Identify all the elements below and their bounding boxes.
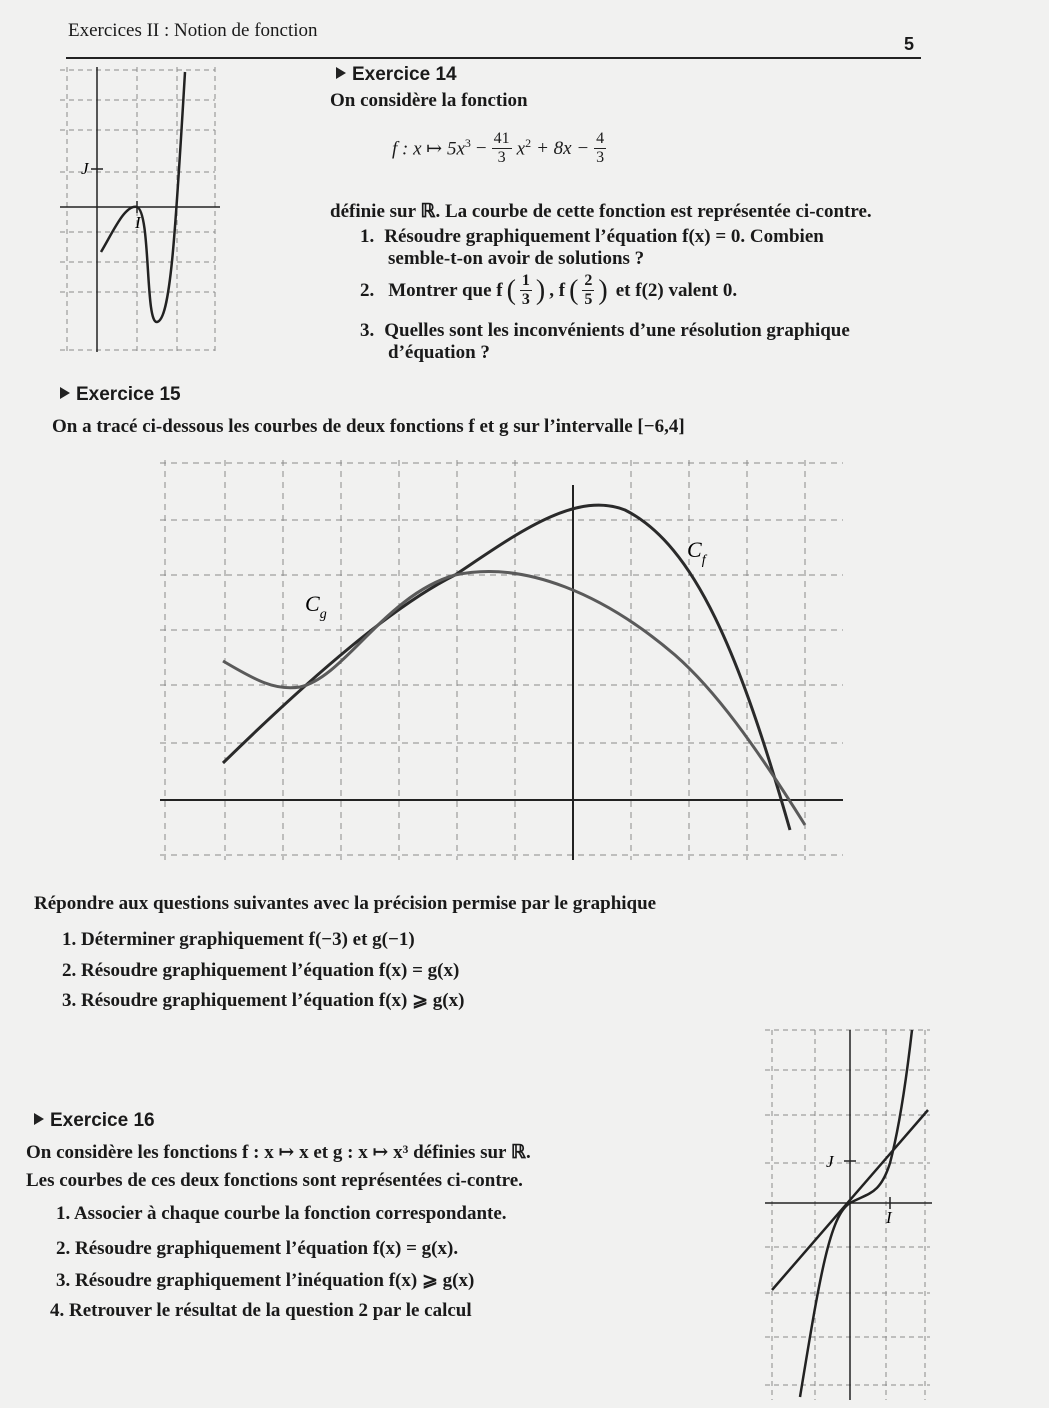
ex14-formula: f : x ↦ $5x^3$ − $\frac{41}{3}$ $x^2$ + 8x − $\frac{4}{3}$ bbox=[392, 130, 605, 166]
ex15-q1: 1. Déterminer graphiquement f(−3) et g(−1) bbox=[62, 929, 415, 950]
page-header-title: Exercices II : Notion de fonction bbox=[68, 20, 318, 41]
curve-cube bbox=[800, 1030, 912, 1397]
ex16-j-label: J bbox=[826, 1152, 834, 1171]
bullet-triangle-icon bbox=[336, 67, 346, 79]
ex16-intro: On considère les fonctions f : x ↦ x et g : x ↦ x³ définies sur ℝ. bbox=[26, 1142, 531, 1163]
ex15-graph bbox=[155, 455, 845, 865]
bullet-triangle-icon bbox=[34, 1113, 44, 1125]
ex14-q3-line2: d’équation ? bbox=[388, 342, 490, 363]
ex15-intro: On a tracé ci-dessous les courbes de deux fonctions f et g sur l’intervalle [−6,4] bbox=[52, 416, 685, 437]
cg-label: $C_g$ bbox=[305, 591, 327, 622]
page-number: 5 bbox=[904, 34, 915, 54]
ex15-instructions: Répondre aux questions suivantes avec la précision permise par le graphique bbox=[34, 893, 657, 914]
ex16-q2: 2. Résoudre graphiquement l’équation f(x) = g(x). bbox=[56, 1238, 459, 1259]
ex16-q1: 1. Associer à chaque courbe la fonction correspondante. bbox=[56, 1203, 507, 1224]
ex14-q1-line2: semble-t-on avoir de solutions ? bbox=[388, 248, 645, 269]
ex16-q4: 4. Retrouver le résultat de la question 2 par le calcul bbox=[50, 1300, 472, 1321]
ex16-title: Exercice 16 bbox=[34, 1110, 155, 1132]
ex14-defined: définie sur ℝ. La courbe de cette fonction est représentée ci-contre. bbox=[330, 201, 872, 222]
ex16-q3: 3. Résoudre graphiquement l’inéquation f(x) ⩾ g(x) bbox=[56, 1270, 475, 1291]
header-rule bbox=[66, 57, 921, 59]
ex16-i-label: I bbox=[886, 1208, 892, 1227]
ex14-q3: 3. Quelles sont les inconvénients d’une résolution graphique bbox=[360, 320, 850, 341]
cf-label: $C_f$ bbox=[687, 537, 706, 568]
ex14-q2: 2. Montrer que f ( $\frac{1}{3}$ ) , f ( $\frac{2}{5}$ ) et f(2) valent 0. bbox=[360, 272, 738, 308]
ex15-q2: 2. Résoudre graphiquement l’équation f(x) = g(x) bbox=[62, 960, 460, 981]
ex15-title: Exercice 15 bbox=[60, 384, 181, 406]
ex14-curve bbox=[101, 72, 185, 322]
ex16-graph bbox=[760, 1025, 940, 1405]
ex14-q1: 1. Résoudre graphiquement l’équation f(x) = 0. Combien bbox=[360, 226, 824, 247]
ex14-j-label: J bbox=[81, 159, 89, 178]
ex15-q3: 3. Résoudre graphiquement l’équation f(x) ⩾ g(x) bbox=[62, 990, 465, 1011]
ex16-intro2: Les courbes de ces deux fonctions sont représentées ci-contre. bbox=[26, 1170, 523, 1191]
ex14-graph bbox=[55, 62, 225, 357]
ex14-title: Exercice 14 bbox=[336, 64, 457, 86]
ex14-i-label: I bbox=[135, 213, 141, 232]
ex14-intro: On considère la fonction bbox=[330, 90, 528, 111]
bullet-triangle-icon bbox=[60, 387, 70, 399]
